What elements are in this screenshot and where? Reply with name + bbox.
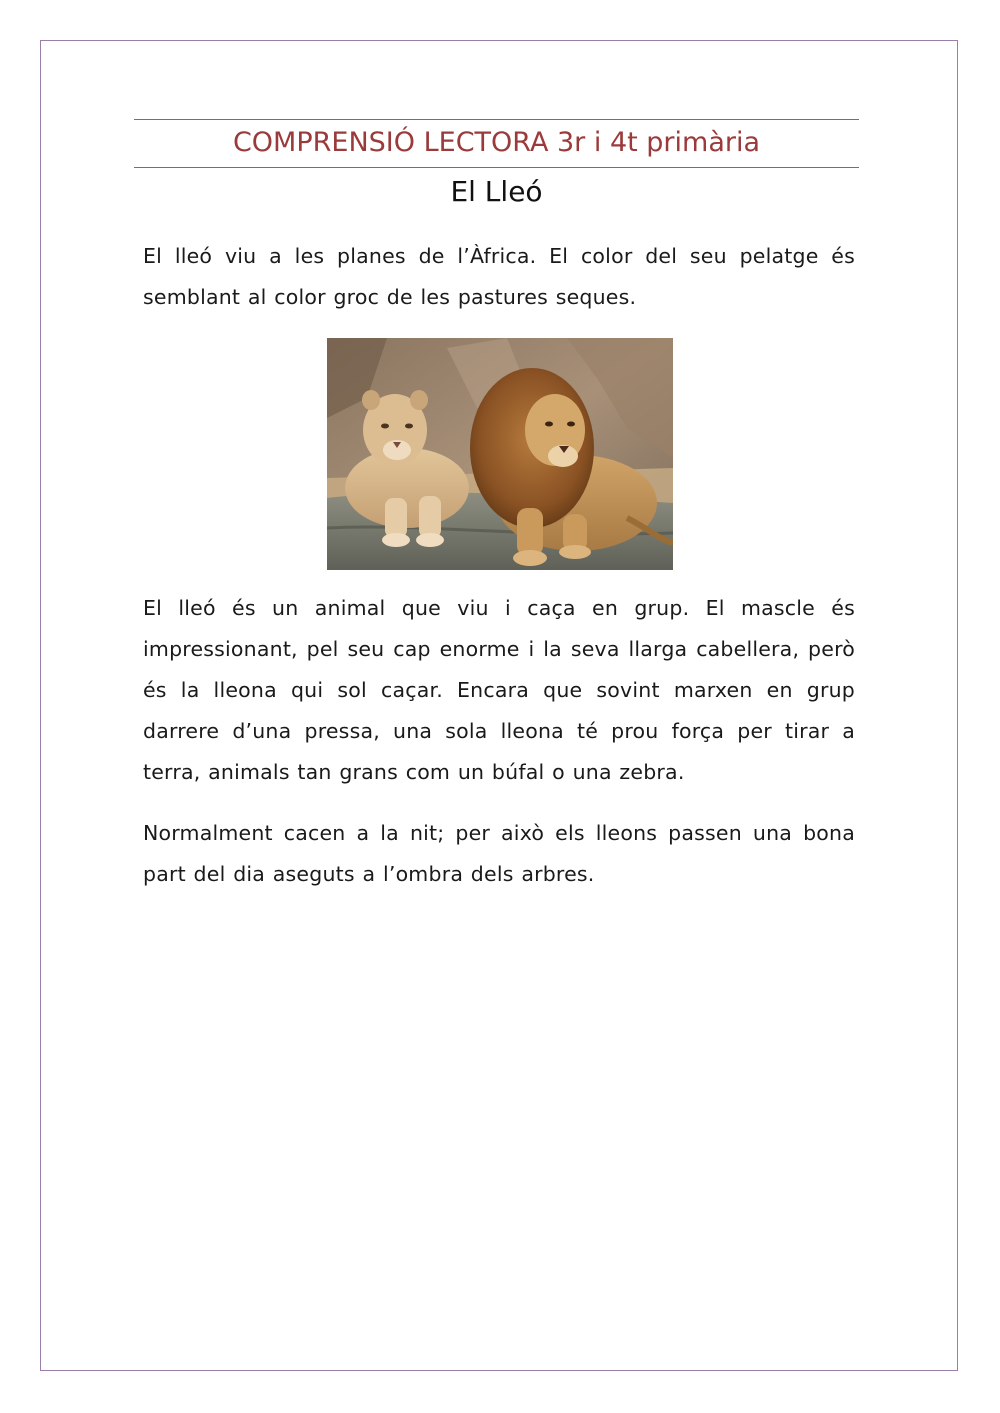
header-rule-top <box>134 119 859 120</box>
paragraph-3: Normalment cacen a la nit; per això els lleons passen una bona part del dia aseguts a l’ombra dels arbres. <box>143 821 855 886</box>
worksheet-header-title: COMPRENSIÓ LECTORA 3r i 4t primària <box>232 127 761 158</box>
reading-title: El Lleó <box>450 175 543 208</box>
lions-photo <box>327 338 673 570</box>
header-rule-bottom <box>134 167 859 168</box>
paragraph-2: El lleó és un animal que viu i caça en grup. El mascle és impressionant, pel seu cap enorme i la seva llarga cabellera, però és la lleona qui sol caçar. Encara que sovint marxen en grup darrere d’una pressa, una sola lleona té prou força per tirar a terra, animals tan grans com un búfal o una zebra. <box>143 596 855 784</box>
paragraph-1: El lleó viu a les planes de l’Àfrica. El color del seu pelatge és semblant al color groc de les pastures seques. <box>143 244 855 309</box>
